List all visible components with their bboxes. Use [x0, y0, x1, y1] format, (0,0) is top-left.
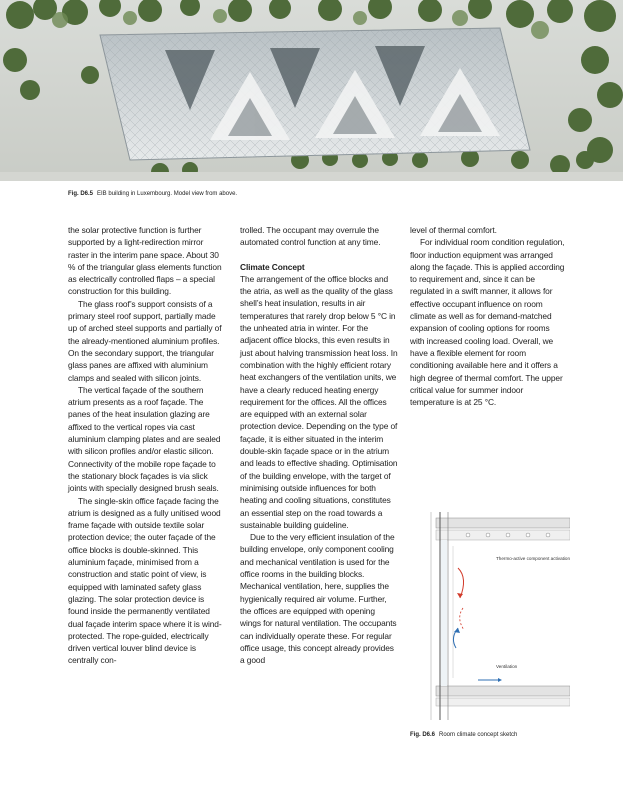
paragraph: level of thermal comfort. — [410, 225, 497, 235]
figure-top-caption — [68, 190, 237, 198]
section-heading-climate-concept: Climate Concept — [240, 261, 305, 272]
figure-bottom-caption — [410, 731, 517, 739]
sketch-label-ventilation: Ventilation — [496, 664, 518, 669]
paragraph: trolled. The occupant may overrule the automated control function at any time. — [240, 225, 381, 248]
text-column-3 — [410, 224, 566, 408]
paragraph: The glass roof’s support consists of a primary steel roof support, partially made up of arched steel supports and partially of the already-mentioned aluminium profiles. On the secondary support, the triangular glass panes are affixed with aluminium clamps and sealed with silicon joints. — [68, 298, 222, 383]
figure-top-number: Fig. D6.5 — [68, 191, 94, 197]
paragraph: The vertical façade of the southern atrium presents as a roof façade. The panes of the heat insulation glazing are affixed to the vertical ropes via cast aluminium clamping plates and are sealed with silicon profiles and/or elastic silicon. Connectivity of the mobile rope façade to the stationary block façades is via slick joints with specially designed brush seals. — [68, 384, 221, 494]
paragraph: Due to the very efficient insulation of the building envelope, only component cooling and mechanical ventilation is used for the office rooms in the building blocks. Mechanical ventilation, here, supplies the hygienically required air volume. Further, the offices are equipped with opening wings for natural ventilation. The occupants can individually operate these. For regular office usage, this concept already provides a good — [240, 532, 397, 666]
figure-bottom-caption-text: Room climate concept sketch — [439, 732, 518, 738]
room-climate-sketch — [408, 508, 570, 722]
paragraph: For individual room condition regulation, floor induction equipment was arranged along the façade. This is applied according to requirement and, since it can be regulated in a swift manner, it allows for effective occupant influence on room climate as well as for demand-matched expansion of cooling options for rooms with increased cooling load. Overall, we have a flexible element for room conditioning available here and it offers a high degree of thermal comfort. The upper critical value for summer indoor temperature is at 25 °C. — [410, 237, 565, 408]
paragraph: The single-skin office façade facing the atrium is designed as a fully unitised wood frame façade with outside textile solar protection device; the outer façade of the office blocks is double-skinned. This aluminium façade, minimised from a construction and static point of view, is equipped with laminated safety glass glazing. The solar protection device is found inside the permanently ventilated dual façade interim space where it is wind-protected. The rope-guided, electrically driven vertical louver blind device is centrally con- — [68, 495, 222, 666]
text-column-1 — [68, 224, 226, 667]
text-column-2 — [240, 224, 398, 666]
paragraph: the solar protective function is further supported by a light-redirection mirror raster in the interim pane space. About 30 % of the triangular glass elements function as electrically controlled flaps – a special construction for this building. — [68, 225, 222, 297]
sketch-label-thermo-active: Thermo-active component activation — [496, 556, 570, 561]
eib-building-aerial-photo — [0, 0, 623, 181]
figure-top-caption-text: EIB building in Luxembourg. Model view from above. — [97, 191, 238, 197]
figure-bottom-number: Fig. D6.6 — [410, 732, 436, 738]
paragraph: The arrangement of the office blocks and the atria, as well as the quality of the glass shell’s heat insulation, results in air temperatures that rarely drop below 5 °C in the unheated atria in winter. For the adjacent office blocks, this even results in just about halving transmission heat loss. In combination with the highly efficient rotary heat exchangers of the ventilation units, we have a clearly reduced heating energy requirement for the offices. All the offices are equipped with an external solar protection device. Depending on the type of façade, it is either situated in the interim double-skin façade space or in the atrium and leads to effective shading. Optimisation of the building envelope, with the target of minimising outside influences for both heating and cooling situations, constitutes an essential step on the road towards a sustainable building guideline. — [240, 273, 398, 530]
